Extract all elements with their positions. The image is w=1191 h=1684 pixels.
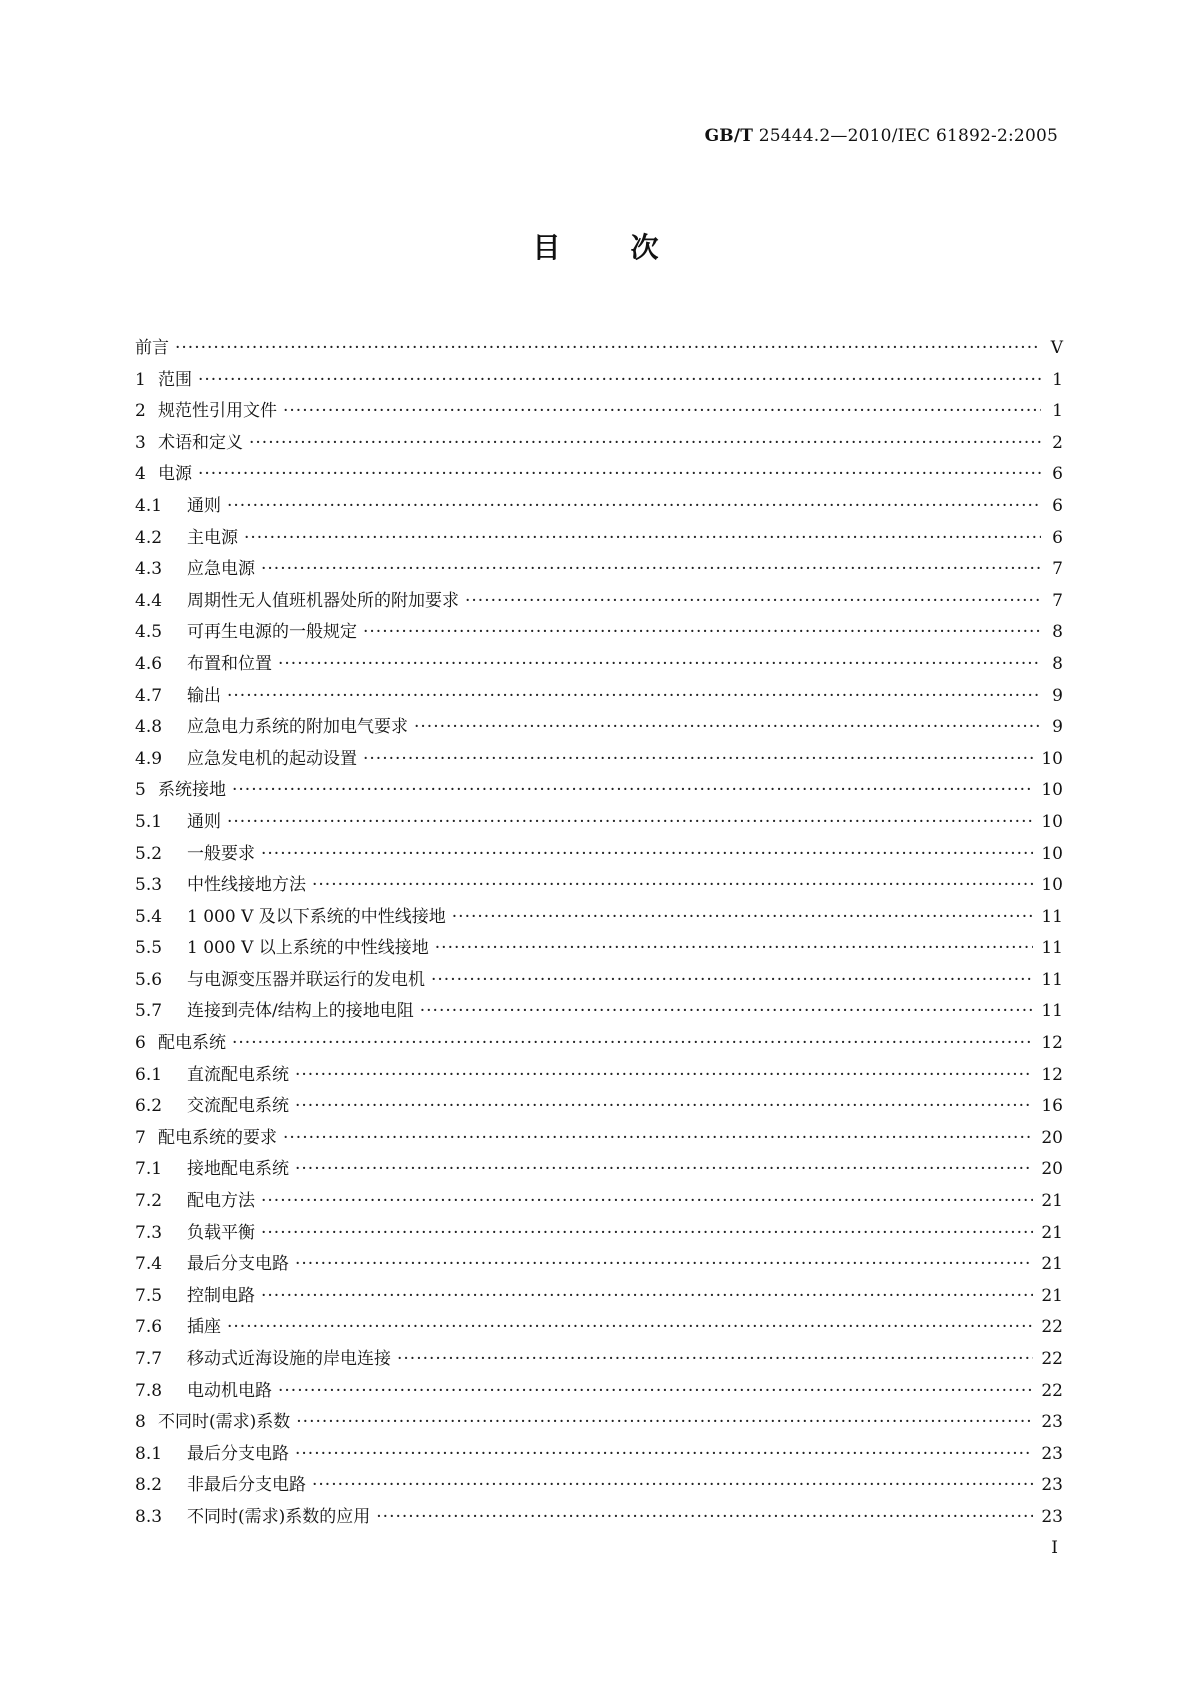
toc-entry-number: 6: [135, 1033, 146, 1054]
toc-dot-leader: [261, 1191, 1033, 1211]
toc-entry-title: 应急电力系统的附加电气要求: [187, 717, 408, 738]
toc-entry-number: 6.2: [135, 1096, 163, 1117]
toc-entry[interactable]: [135, 681, 1063, 713]
toc-entry-page: 20: [1041, 1159, 1063, 1180]
toc-dot-leader: [198, 370, 1041, 390]
toc-entry-number: 7.6: [135, 1317, 163, 1338]
toc-entry[interactable]: [135, 649, 1063, 681]
toc-entry-number: 3: [135, 432, 146, 453]
toc-entry-number: 8.1: [135, 1443, 163, 1464]
toc-entry-page: 11: [1041, 906, 1063, 927]
toc-entry-title: 电源: [158, 464, 192, 485]
toc-entry-page: 16: [1041, 1096, 1063, 1117]
toc-entry-number: 5.3: [135, 875, 163, 896]
toc-entry-page: 7: [1052, 559, 1063, 580]
toc-dot-leader: [431, 970, 1033, 990]
toc-entry-page: 12: [1041, 1064, 1063, 1085]
toc-entry-title: 不同时(需求)系数: [158, 1412, 291, 1433]
toc-entry-title: 范围: [158, 369, 192, 390]
toc-dot-leader: [198, 464, 1041, 484]
toc-entry-number: 5.4: [135, 906, 163, 927]
toc-entry[interactable]: [135, 1186, 1063, 1218]
toc-entry[interactable]: [135, 870, 1063, 902]
toc-entry[interactable]: [135, 1376, 1063, 1408]
toc-entry-page: 2: [1052, 432, 1063, 453]
toc-entry-page: 6: [1052, 464, 1063, 485]
toc-dot-leader: [312, 1475, 1033, 1495]
toc-entry[interactable]: [135, 365, 1063, 397]
toc-entry[interactable]: [135, 965, 1063, 997]
toc-entry-title: 配电系统: [158, 1033, 226, 1054]
toc-entry-page: 8: [1052, 653, 1063, 674]
table-of-contents: [135, 333, 1063, 1534]
toc-entry-number: 4.7: [135, 685, 163, 706]
toc-entry-page: 9: [1052, 717, 1063, 738]
toc-entry-title: 一般要求: [187, 843, 255, 864]
toc-entry-title: 最后分支电路: [187, 1443, 289, 1464]
toc-entry-title: 交流配电系统: [187, 1096, 289, 1117]
toc-entry-number: 5.7: [135, 1001, 163, 1022]
toc-entry-title: 连接到壳体/结构上的接地电阻: [187, 1001, 414, 1022]
page-number: Ⅰ: [1051, 1538, 1058, 1558]
toc-entry[interactable]: [135, 491, 1063, 523]
title-char-1: 目: [532, 231, 561, 264]
document-code-header: [705, 126, 1058, 146]
toc-dot-leader: [249, 433, 1041, 453]
toc-dot-leader: [232, 780, 1033, 800]
toc-entry[interactable]: [135, 1123, 1063, 1155]
toc-entry[interactable]: [135, 902, 1063, 934]
toc-entry[interactable]: [135, 933, 1063, 965]
toc-dot-leader: [397, 1349, 1033, 1369]
toc-dot-leader: [227, 496, 1041, 516]
toc-entry-title: 非最后分支电路: [187, 1475, 306, 1496]
toc-entry-page: 6: [1052, 495, 1063, 516]
toc-entry[interactable]: [135, 839, 1063, 871]
toc-entry[interactable]: [135, 744, 1063, 776]
toc-entry-page: 1: [1052, 401, 1063, 422]
toc-entry[interactable]: [135, 1218, 1063, 1250]
toc-entry-page: 20: [1041, 1127, 1063, 1148]
toc-dot-leader: [175, 338, 1041, 358]
toc-dot-leader: [414, 717, 1041, 737]
standard-number: 25444.2—2010/IEC 61892-2:2005: [753, 126, 1058, 146]
toc-entry-title: 规范性引用文件: [158, 401, 277, 422]
toc-entry-page: 6: [1052, 527, 1063, 548]
toc-dot-leader: [261, 1286, 1033, 1306]
toc-entry-number: 7.2: [135, 1191, 163, 1212]
toc-entry-title: 通则: [187, 495, 221, 516]
toc-entry-number: 6.1: [135, 1064, 163, 1085]
toc-entry-number: 4.4: [135, 590, 163, 611]
toc-entry-number: 4.8: [135, 717, 163, 738]
toc-dot-leader: [295, 1065, 1033, 1085]
toc-entry-title: 配电系统的要求: [158, 1127, 277, 1148]
toc-dot-leader: [261, 1223, 1033, 1243]
toc-entry-number: 5.5: [135, 938, 163, 959]
toc-dot-leader: [227, 812, 1033, 832]
toc-dot-leader: [227, 1317, 1033, 1337]
toc-entry-page: 11: [1041, 969, 1063, 990]
toc-dot-leader: [232, 1033, 1033, 1053]
toc-dot-leader: [312, 875, 1033, 895]
toc-dot-leader: [435, 938, 1034, 958]
toc-entry-number: 8.2: [135, 1475, 163, 1496]
toc-entry-title: 1 000 V 及以下系统的中性线接地: [187, 906, 446, 927]
toc-entry-page: 10: [1041, 780, 1063, 801]
toc-entry[interactable]: [135, 1407, 1063, 1439]
toc-entry[interactable]: [135, 1439, 1063, 1471]
toc-entry-number: 7.5: [135, 1285, 163, 1306]
toc-entry-title: 应急电源: [187, 559, 255, 580]
toc-dot-leader: [296, 1412, 1033, 1432]
toc-entry-number: 4.9: [135, 748, 163, 769]
toc-entry[interactable]: [135, 523, 1063, 555]
toc-dot-leader: [295, 1159, 1033, 1179]
toc-entry-page: 22: [1041, 1349, 1063, 1369]
toc-entry-number: 8.3: [135, 1506, 163, 1527]
toc-entry-title: 中性线接地方法: [187, 875, 306, 896]
toc-entry-page: 10: [1041, 748, 1063, 769]
standard-prefix: GB/T: [704, 126, 754, 146]
title-char-2: 次: [630, 231, 659, 264]
toc-entry-number: 7.3: [135, 1222, 163, 1243]
toc-entry-number: 5.2: [135, 843, 163, 864]
toc-entry-page: 10: [1041, 875, 1063, 896]
toc-entry-title: 与电源变压器并联运行的发电机: [187, 969, 425, 990]
toc-entry[interactable]: [135, 554, 1063, 586]
toc-entry-title: 应急发电机的起动设置: [187, 748, 357, 769]
toc-entry-page: Ⅴ: [1050, 338, 1063, 358]
toc-entry-page: 8: [1052, 622, 1063, 643]
toc-entry[interactable]: [135, 1312, 1063, 1344]
toc-entry[interactable]: [135, 775, 1063, 807]
toc-entry-title: 最后分支电路: [187, 1254, 289, 1275]
toc-entry-page: 22: [1041, 1380, 1063, 1401]
toc-entry[interactable]: [135, 396, 1063, 428]
toc-entry-number: 4: [135, 464, 146, 485]
toc-entry[interactable]: [135, 459, 1063, 491]
toc-entry-title: 周期性无人值班机器处所的附加要求: [187, 590, 459, 611]
toc-dot-leader: [244, 528, 1041, 548]
toc-entry[interactable]: [135, 996, 1063, 1028]
toc-entry[interactable]: [135, 586, 1063, 618]
toc-entry-page: 11: [1041, 938, 1063, 959]
toc-entry-title: 接地配电系统: [187, 1159, 289, 1180]
toc-dot-leader: [278, 1381, 1033, 1401]
toc-entry-title: 可再生电源的一般规定: [187, 622, 357, 643]
toc-entry[interactable]: [135, 1028, 1063, 1060]
toc-entry-page: 21: [1041, 1254, 1063, 1275]
toc-entry-page: 10: [1041, 811, 1063, 832]
toc-entry-number: 2: [135, 401, 146, 422]
toc-entry[interactable]: [135, 1154, 1063, 1186]
toc-entry-title: 系统接地: [158, 780, 226, 801]
toc-entry-page: 23: [1041, 1475, 1063, 1496]
toc-entry-number: 4.1: [135, 495, 163, 516]
toc-entry[interactable]: [135, 712, 1063, 744]
toc-entry[interactable]: [135, 1060, 1063, 1092]
toc-entry-title: 通则: [187, 811, 221, 832]
toc-dot-leader: [295, 1254, 1033, 1274]
toc-entry-number: 7.8: [135, 1380, 163, 1401]
toc-entry-page: 11: [1041, 1001, 1063, 1022]
toc-entry-title: 负载平衡: [187, 1222, 255, 1243]
toc-dot-leader: [295, 1444, 1033, 1464]
toc-entry-title: 直流配电系统: [187, 1064, 289, 1085]
toc-entry-number: 5.1: [135, 811, 163, 832]
toc-dot-leader: [278, 654, 1041, 674]
toc-entry-page: 10: [1041, 843, 1063, 864]
toc-dot-leader: [261, 559, 1041, 579]
page-title: [0, 226, 1191, 266]
toc-entry-number: 7.7: [135, 1349, 163, 1369]
toc-entry-page: 7: [1052, 590, 1063, 611]
toc-entry[interactable]: [135, 1470, 1063, 1502]
toc-entry-number: 7: [135, 1127, 146, 1148]
toc-dot-leader: [295, 1096, 1033, 1116]
toc-entry-title: 不同时(需求)系数的应用: [187, 1506, 371, 1527]
toc-entry-title: 布置和位置: [187, 653, 272, 674]
toc-entry[interactable]: [135, 428, 1063, 460]
toc-entry-title: 前言: [135, 338, 169, 358]
toc-entry-number: 7.4: [135, 1254, 163, 1275]
toc-entry-title: 1 000 V 以上系统的中性线接地: [187, 938, 429, 959]
toc-entry-title: 电动机电路: [187, 1380, 272, 1401]
toc-entry[interactable]: [135, 1091, 1063, 1123]
toc-entry-title: 主电源: [187, 527, 238, 548]
toc-entry-number: 7.1: [135, 1159, 163, 1180]
toc-entry-number: 8: [135, 1412, 146, 1433]
toc-entry-number: 5.6: [135, 969, 163, 990]
toc-entry[interactable]: [135, 1344, 1063, 1376]
toc-dot-leader: [283, 1128, 1033, 1148]
toc-entry-title: 术语和定义: [158, 432, 243, 453]
toc-dot-leader: [376, 1507, 1033, 1527]
toc-entry-number: 4.3: [135, 559, 163, 580]
toc-dot-leader: [261, 844, 1033, 864]
toc-entry-title: 配电方法: [187, 1191, 255, 1212]
toc-entry-page: 22: [1041, 1317, 1063, 1338]
toc-dot-leader: [227, 686, 1041, 706]
toc-entry-number: 4.6: [135, 653, 163, 674]
toc-entry-page: 21: [1041, 1222, 1063, 1243]
toc-entry[interactable]: [135, 1502, 1063, 1534]
toc-entry[interactable]: [135, 807, 1063, 839]
toc-entry-page: 1: [1052, 369, 1063, 390]
toc-entry[interactable]: [135, 1281, 1063, 1313]
toc-entry[interactable]: [135, 333, 1063, 365]
toc-entry[interactable]: [135, 617, 1063, 649]
toc-entry-title: 插座: [187, 1317, 221, 1338]
toc-dot-leader: [363, 749, 1033, 769]
toc-dot-leader: [283, 401, 1041, 421]
toc-entry-page: 21: [1041, 1191, 1063, 1212]
toc-dot-leader: [420, 1001, 1034, 1021]
toc-entry-number: 4.5: [135, 622, 163, 643]
toc-entry-title: 移动式近海设施的岸电连接: [187, 1349, 391, 1369]
toc-entry-page: 23: [1041, 1506, 1063, 1527]
toc-entry-page: 23: [1041, 1443, 1063, 1464]
toc-dot-leader: [452, 907, 1034, 927]
toc-dot-leader: [465, 591, 1041, 611]
toc-entry-number: 4.2: [135, 527, 163, 548]
toc-entry-page: 21: [1041, 1285, 1063, 1306]
toc-entry[interactable]: [135, 1249, 1063, 1281]
toc-entry-page: 9: [1052, 685, 1063, 706]
toc-entry-page: 23: [1041, 1412, 1063, 1433]
toc-entry-number: 1: [135, 369, 146, 390]
toc-entry-title: 输出: [187, 685, 221, 706]
toc-entry-number: 5: [135, 780, 146, 801]
toc-dot-leader: [363, 622, 1041, 642]
toc-entry-title: 控制电路: [187, 1285, 255, 1306]
toc-entry-page: 12: [1041, 1033, 1063, 1054]
